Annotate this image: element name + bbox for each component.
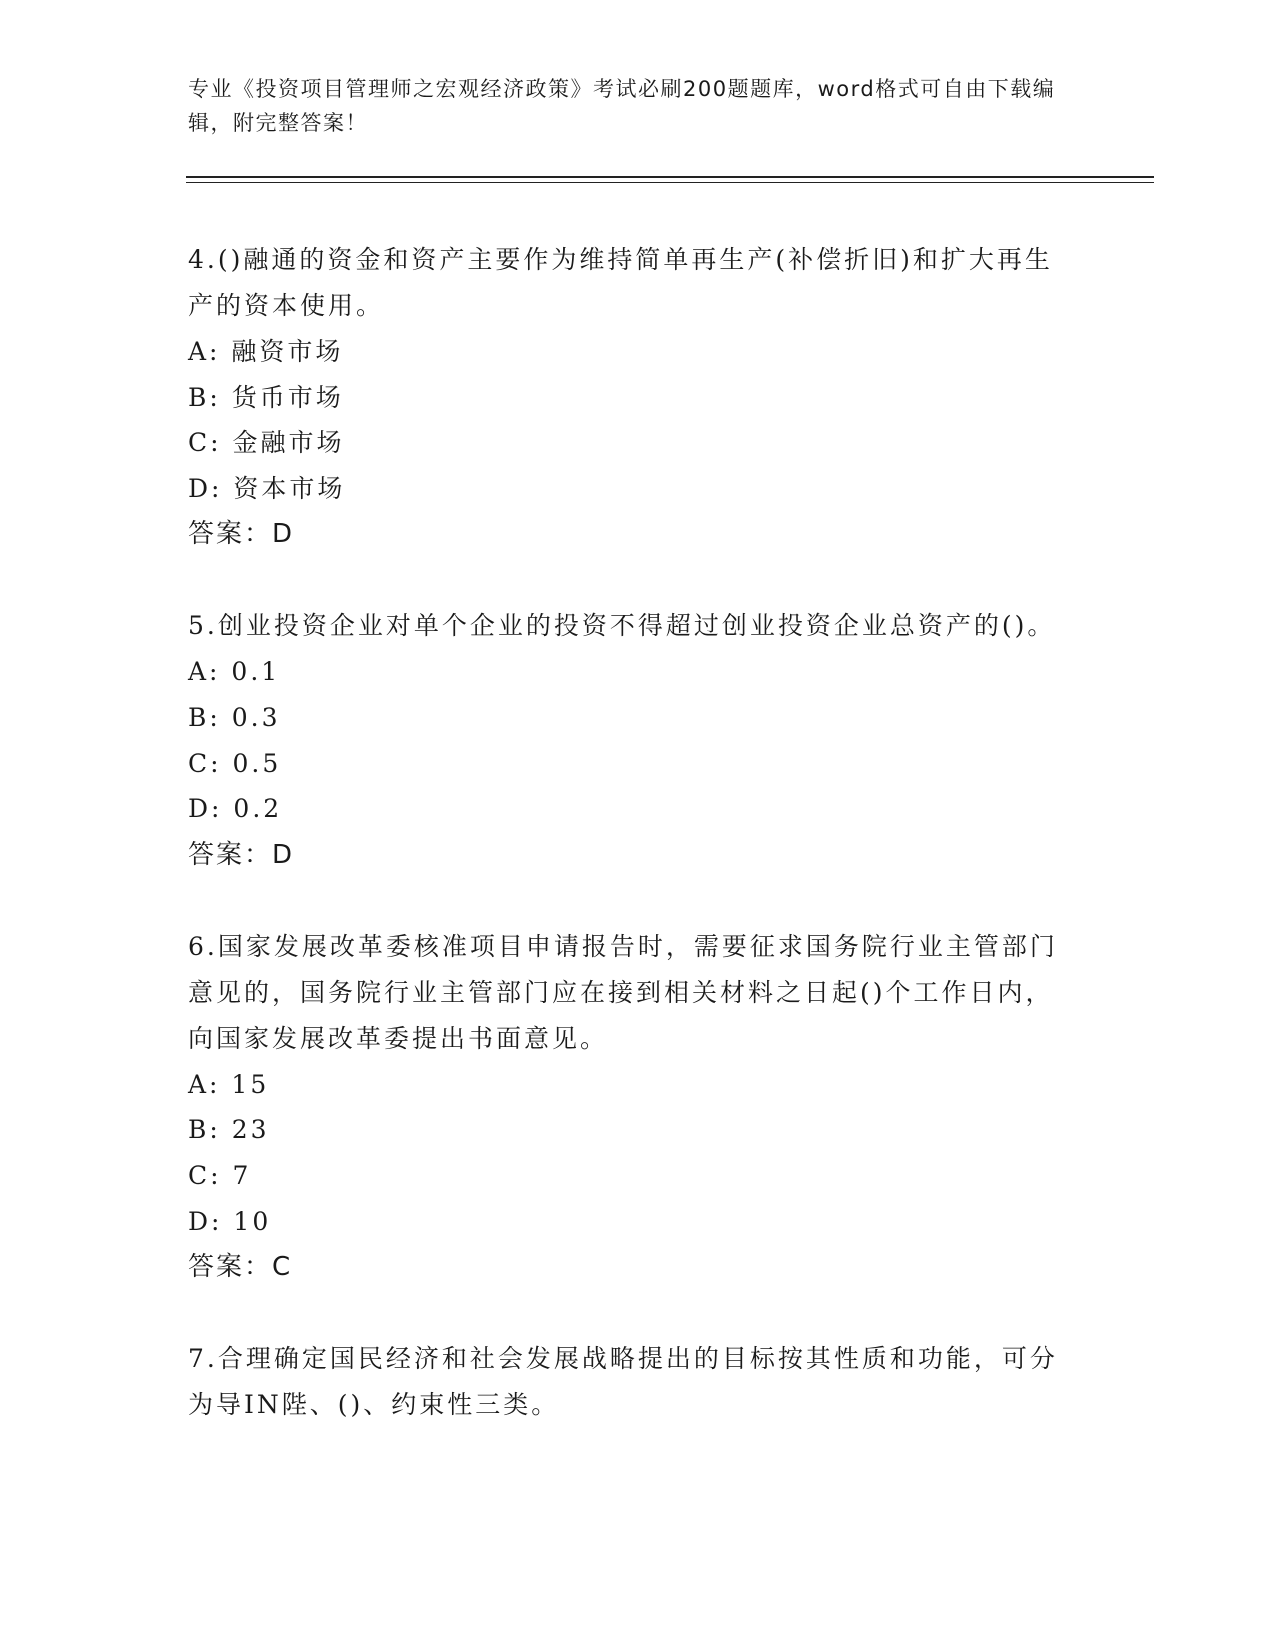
question-text: 6.国家发展改革委核准项目申请报告时，需要征求国务院行业主管部门意见的，国务院行业主管部门应在接到相关材料之日起()个工作日内，向国家发展改革委提出书面意见。: [188, 931, 1058, 1053]
question-6: [188, 924, 1068, 1290]
option-c: C: 7: [188, 1160, 252, 1190]
header-divider-thin: [186, 182, 1154, 183]
question-4: [188, 237, 1068, 557]
answer: 答案：D: [188, 839, 295, 870]
document-intro: 专业《投资项目管理师之宏观经济政策》考试必刷200题题库，word格式可自由下载编辑，附完整答案！: [188, 77, 1056, 135]
option-a: A: 0.1: [188, 657, 281, 687]
question-5: [188, 603, 1068, 877]
option-d: D: 10: [188, 1206, 272, 1236]
option-d: D: 0.2: [188, 794, 283, 824]
option-c: C: 0.5: [188, 748, 282, 778]
header-divider: [186, 176, 1154, 178]
option-a: A: 15: [188, 1069, 270, 1099]
option-c: C: 金融市场: [188, 428, 345, 458]
question-text: 5.创业投资企业对单个企业的投资不得超过创业投资企业总资产的()。: [188, 611, 1056, 641]
question-text: 7.合理确定国民经济和社会发展战略提出的目标按其性质和功能，可分为导IN陛、()、约束性三类。: [188, 1344, 1058, 1420]
question-7: [188, 1336, 1068, 1428]
option-b: B: 货币市场: [188, 382, 344, 412]
option-b: B: 23: [188, 1115, 270, 1145]
answer: 答案：C: [188, 1252, 293, 1283]
question-text: 4.()融通的资金和资产主要作为维持简单再生产(补偿折旧)和扩大再生产的资本使用。: [188, 245, 1053, 320]
option-d: D: 资本市场: [188, 473, 346, 503]
option-b: B: 0.3: [188, 702, 281, 732]
question-list: [188, 237, 1068, 1474]
answer: 答案：D: [188, 519, 295, 550]
option-a: A: 融资市场: [188, 337, 344, 366]
